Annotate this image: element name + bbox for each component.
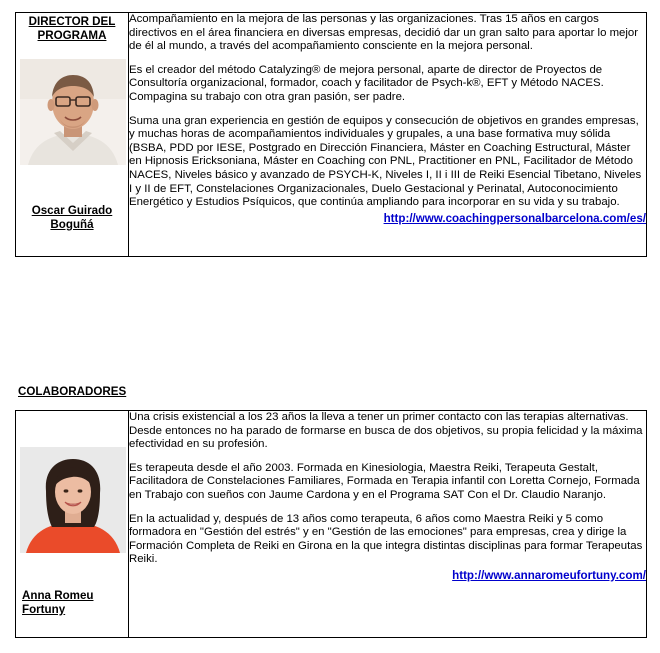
director-heading: DIRECTOR DEL PROGRAMA [28, 15, 116, 42]
collaborator-bio-cell [129, 411, 647, 638]
director-left-cell [16, 13, 129, 257]
director-photo [20, 59, 126, 165]
director-paragraph: Acompañamiento en la mejora de las personas y las organizaciones. Tras 15 años en cargos directivos en el área financiera en diversas empresas, decidió dar un gran salto para aportar lo mejor de él al mundo, a través del acompañamiento consciente en la mejora personal. [129, 13, 639, 53]
director-bio-cell [129, 13, 647, 257]
collaborator-paragraph: Es terapeuta desde el año 2003. Formada en Kinesiologia, Maestra Reiki, Terapeuta Gestalt, Facilitadora de Constelaciones Familiares, Formada en Terapia infantil con Loretta Cornejo, Formada en Trabajo con sueños con Jaume Cardona y en el Programa SAT Con el Dr. Claudio Naranjo. [129, 461, 640, 501]
collaborators-section-title: COLABORADORES [18, 385, 127, 398]
collaborator-paragraph: Una crisis existencial a los 23 años la lleva a tener un primer contacto con las terapias alternativas. Desde entonces no ha parado de formarse en busca de dos objetivos, su propia felicidad y la máxima efectividad en su profesión. [129, 411, 643, 451]
collaborator-website-link[interactable]: http://www.annaromeufortuny.com/ [452, 568, 646, 582]
collaborator-photo [20, 447, 126, 553]
collaborator-name: Anna Romeu Fortuny [22, 589, 94, 616]
director-table [15, 12, 647, 257]
collaborator-table [15, 410, 647, 638]
director-paragraph: Es el creador del método Catalyzing® de mejora personal, aparte de director de Proyectos de Consultoría organizacional, formador, coach y facilitador de Psych-k®, EFT y Método NACES. Compagina su trabajo con otra gran pasión, ser padre. [129, 63, 604, 103]
director-paragraph: Suma una gran experiencia en gestión de equipos y consecución de objetivos en grandes empresas, y muchas horas de acompañamientos individuales y grupales, a una base formativa muy sólida (BSBA, PDD por IESE, Postgrado en Dirección Financiera, Máster en Coaching Estructural, Máster en Hipnosis Ericksoniana, Máster en Coaching con PNL, Practitioner en PNL, Facilitador de Método NACES, Niveles básico y avanzado de PSYCH-K, Niveles I, II i III de Reiki Esencial Tibetano, Niveles I y II de EFT, Constelaciones Organizacionales, Duelo Gestacional y Perinatal, Autoconocimiento Energético y Estudios Psíquicos, que continúa ampliando para incorporar en su vida y su trabajo. [129, 114, 642, 209]
collaborator-left-cell [16, 411, 129, 638]
director-name: Oscar Guirado Boguñá [31, 204, 113, 231]
collaborator-paragraph: En la actualidad y, después de 13 años como terapeuta, 6 años como Maestra Reiki y 5 como formadora en "Gestión del estrés" y en "Gestión de las emociones" para empresas, crea y dirige la Formación Completa de Reiki en Girona en la que integra distintas disciplinas para formar Terapeutas Reiki. [129, 512, 643, 566]
director-website-link[interactable]: http://www.coachingpersonalbarcelona.com/es/ [383, 211, 646, 225]
